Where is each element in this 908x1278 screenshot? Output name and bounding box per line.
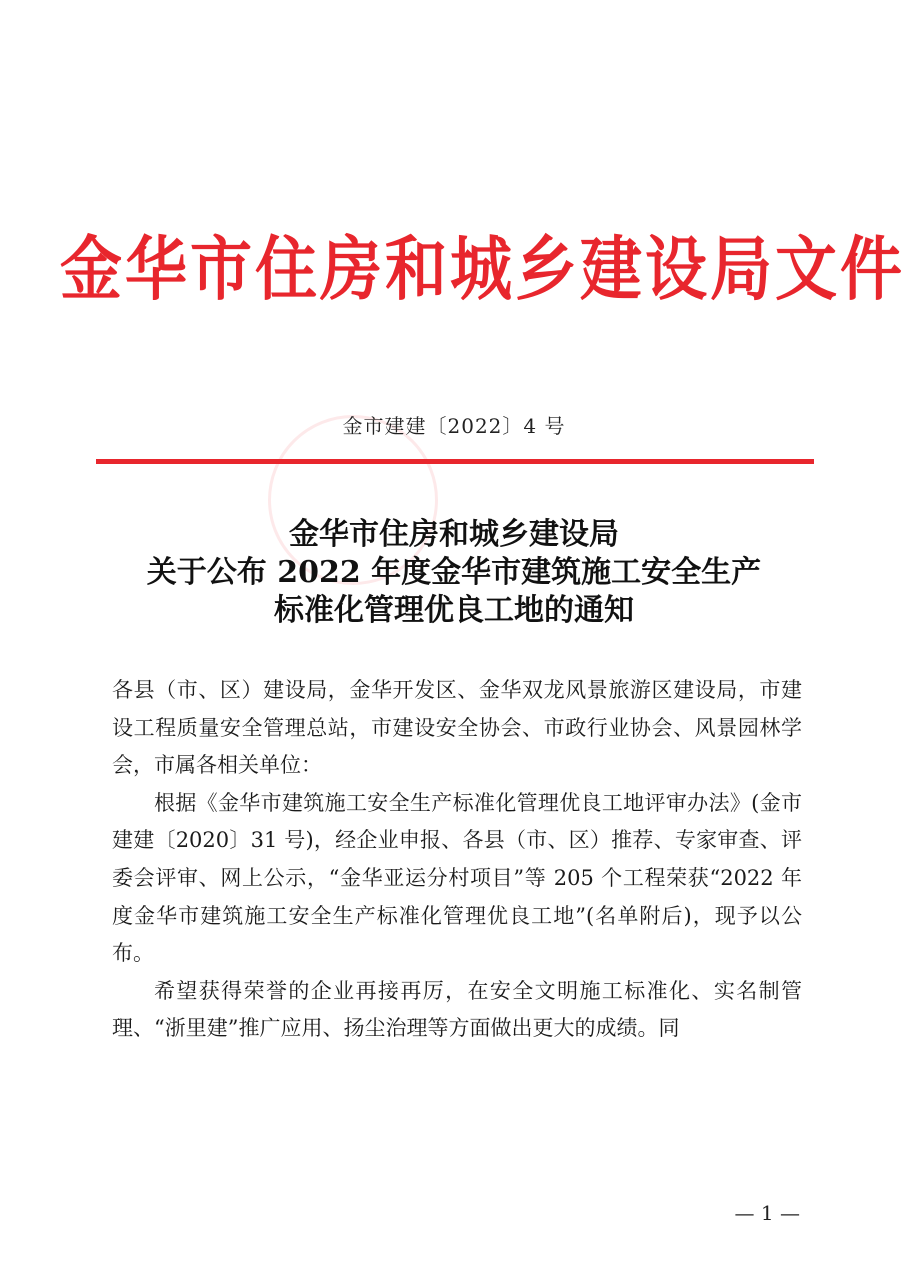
document-number: 金市建建〔2022〕4 号 bbox=[342, 414, 566, 438]
salutation-paragraph: 各县（市、区）建设局，金华开发区、金华双龙风景旅游区建设局，市建设工程质量安全管理总站，市建设安全协会、市政行业协会、风景园林学会，市属各相关单位： bbox=[112, 678, 802, 778]
red-divider-line bbox=[96, 459, 814, 464]
notice-title-line-1: 金华市住房和城乡建设局 bbox=[289, 517, 619, 552]
body-paragraph-2: 希望获得荣誉的企业再接再厉，在安全文明施工标准化、实名制管理、“浙里建”推广应用、扬尘治理等方面做出更大的成绩。同 bbox=[112, 978, 802, 1041]
body-paragraph-1: 根据《金华市建筑施工安全生产标准化管理优良工地评审办法》(金市建建〔2020〕31 号)，经企业申报、各县（市、区）推荐、专家审查、评委会评审、网上公示，“金华亚运分村项目”等 205 个工程荣获“2022 年度金华市建筑施工安全生产标准化管理优良工地”(名单附后)，现予以公布。 bbox=[112, 790, 802, 966]
notice-title-line-3: 标准化管理优良工地的通知 bbox=[274, 593, 634, 628]
notice-body bbox=[112, 672, 802, 1048]
notice-title bbox=[40, 516, 868, 630]
notice-title-line-2: 关于公布 2022 年度金华市建筑施工安全生产 bbox=[146, 555, 762, 590]
page-number: — 1 — bbox=[734, 1201, 800, 1225]
masthead-title: 金华市住房和城乡建设局文件 bbox=[60, 228, 906, 310]
